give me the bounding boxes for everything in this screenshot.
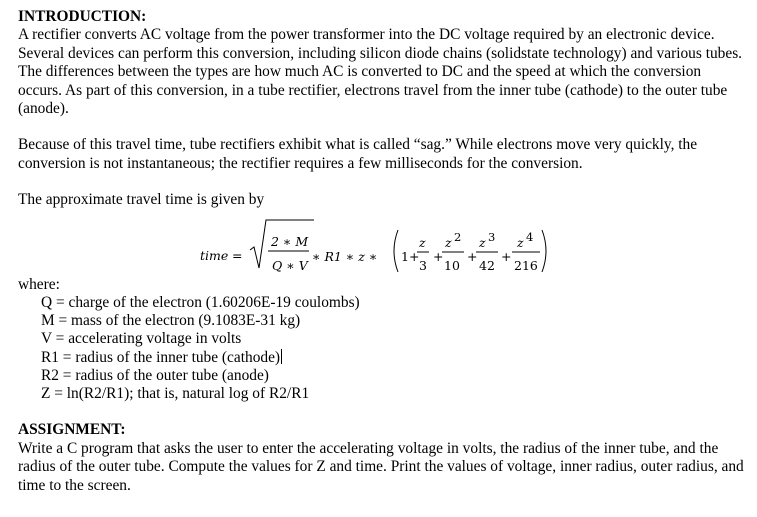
sqrt-numerator: 2 ∗ M — [271, 233, 309, 249]
term4-den: 216 — [514, 257, 538, 273]
definition-r1-row — [41, 349, 748, 367]
intro-paragraph-1: A rectifier converts AC voltage from the power transformer into the DC voltage required by an electronic device. Several devices can perform this conversion, including silicon diode chains (solidstate technology) and various tubes. The differences between the types are how much AC is converted to DC and the speed at which the conversion occurs. As part of this conversion, in a tube rectifier, electrons travel from the inner tube (cathode) to the outer tube (anode). — [18, 26, 743, 118]
definition-r2: R2 = radius of the outer tube (anode) — [41, 366, 269, 384]
formula-one: 1 — [401, 248, 409, 264]
spacer — [18, 118, 748, 136]
right-paren — [542, 230, 546, 272]
spacer — [18, 173, 748, 191]
term2-num: z — [445, 234, 452, 250]
formula-graphic — [18, 210, 748, 276]
term1-num: z — [419, 234, 426, 250]
document — [18, 8, 748, 495]
travel-time-formula — [18, 210, 748, 276]
plus-3: + — [467, 248, 478, 264]
term4-exp: 4 — [526, 229, 534, 244]
formula-r1-z: ∗ R1 ∗ z ∗ — [312, 248, 378, 264]
definition-v: V = accelerating voltage in volts — [41, 330, 242, 348]
assignment-heading: ASSIGNMENT: — [18, 421, 126, 439]
term2-den: 10 — [444, 257, 460, 273]
definition-m: M = mass of the electron (9.1083E-31 kg) — [41, 312, 301, 330]
term2-exp: 2 — [454, 229, 462, 244]
intro-paragraph-3: The approximate travel time is given by — [18, 191, 265, 209]
term1-den: 3 — [419, 257, 427, 273]
term3-num: z — [479, 234, 486, 250]
left-paren — [394, 230, 398, 272]
intro-heading: INTRODUCTION: — [18, 8, 147, 25]
term3-den: 42 — [479, 257, 495, 273]
plus-1: + — [409, 248, 420, 264]
sqrt-denominator: Q ∗ V — [272, 257, 308, 273]
where-label: where: — [18, 275, 60, 293]
assignment-paragraph: Write a C program that asks the user to enter the accelerating voltage in volts, the radius of the inner tube, and the radius of the outer tube. Compute the values for Z and time. Print the values of voltage, inner radius, outer radius, and time to the screen. — [18, 439, 744, 494]
plus-2: + — [433, 248, 444, 264]
definition-r1: R1 = radius of the inner tube (cathode) — [41, 348, 281, 366]
formula-lhs: time — [200, 247, 229, 263]
variable-definitions — [18, 294, 748, 403]
formula-equals: = — [232, 247, 243, 263]
spacer — [18, 403, 748, 421]
plus-4: + — [501, 248, 512, 264]
term3-exp: 3 — [488, 229, 496, 244]
text-cursor — [281, 349, 282, 364]
definition-z: Z = ln(R2/R1); that is, natural log of R2/R1 — [41, 385, 310, 403]
term4-num: z — [517, 234, 524, 250]
definition-q: Q = charge of the electron (1.60206E-19 coulombs) — [41, 294, 360, 312]
intro-paragraph-2: Because of this travel time, tube rectifiers exhibit what is called “sag.” While electrons move very quickly, the conversion is not instantaneous; the rectifier requires a few milliseconds for the conversion. — [18, 136, 698, 172]
